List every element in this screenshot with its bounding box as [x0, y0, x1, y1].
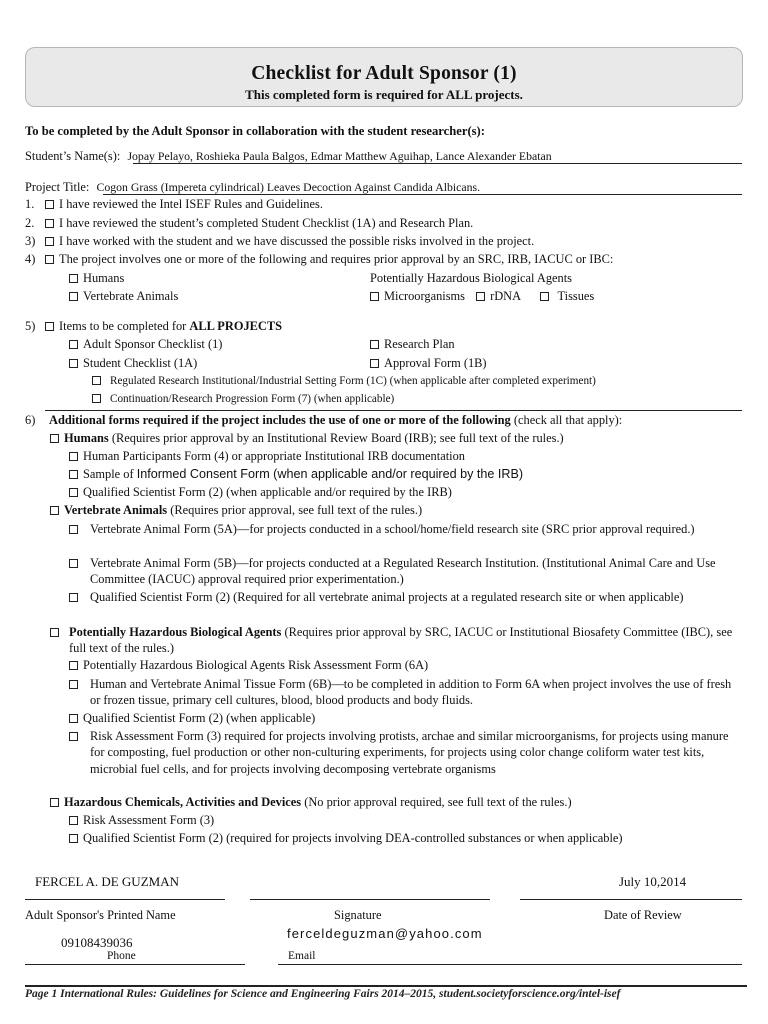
phba-form-2-label: Human and Vertebrate Animal Tissue Form (6B)—to be completed in addition to Form 6A when project involves the use of fresh or frozen tissue, primary cell cultures, blood, blood products and body fluids. — [90, 677, 732, 708]
email-value[interactable]: ferceldeguzman@yahoo.com — [287, 926, 483, 941]
phba-form-3-label: Qualified Scientist Form (2) (when applicable) — [83, 711, 316, 725]
research-plan-checkbox[interactable] — [370, 340, 379, 349]
tissues-checkbox[interactable] — [540, 292, 549, 301]
students-value[interactable]: Jopay Pelayo, Roshieka Paula Balgos, Edmar Matthew Aguihap, Lance Alexander Ebatan — [127, 149, 552, 163]
vertebrate-form-2-label: Vertebrate Animal Form (5B)—for projects conducted at a Regulated Research Institution. (Institutional Animal Care and Use Committee (IACUC) approval required prior experimentation.) — [90, 556, 716, 587]
section-divider — [45, 410, 742, 411]
human-form-2-pre: Sample of — [83, 467, 134, 481]
continuation-form-item — [92, 392, 394, 407]
phba-form-1 — [69, 658, 428, 673]
vertebrate-form-3-checkbox[interactable] — [69, 593, 78, 602]
section-6-heading — [25, 413, 622, 428]
item-4-humans — [69, 271, 124, 286]
hazardous-form-2-checkbox[interactable] — [69, 834, 78, 843]
item-4-phba-heading: Potentially Hazardous Biological Agents — [370, 271, 573, 285]
phba-form-1-label: Potentially Hazardous Biological Agents Risk Assessment Form (6A) — [83, 658, 429, 672]
form-title: Checklist for Adult Sponsor (1) — [251, 63, 517, 84]
item-1-text: I have reviewed the Intel ISEF Rules and Guidelines. — [59, 197, 323, 211]
students-underline — [133, 163, 742, 164]
hazardous-group — [50, 795, 572, 810]
humans-group — [50, 431, 564, 446]
humans-group-rest: (Requires prior approval by an Institutional Review Board (IRB); see full text of the rules.) — [111, 431, 564, 445]
rdna-label: rDNA — [490, 289, 521, 303]
humans-label: Humans — [83, 271, 125, 285]
item-1-checkbox[interactable] — [45, 200, 54, 209]
name-label: Adult Sponsor's Printed Name — [25, 908, 176, 922]
item-5-checkbox[interactable] — [45, 322, 54, 331]
human-form-1 — [69, 449, 465, 464]
hazardous-form-2-label: Qualified Scientist Form (2) (required for projects involving DEA-controlled substances or when applicable) — [83, 831, 623, 845]
hazardous-group-bold: Hazardous Chemicals, Activities and Devices — [64, 795, 302, 809]
hazardous-form-1-label: Risk Assessment Form (3) — [83, 813, 215, 827]
email-line — [278, 964, 742, 965]
hazardous-form-1-checkbox[interactable] — [69, 816, 78, 825]
item-5 — [25, 319, 282, 334]
date-line — [520, 899, 742, 900]
research-plan-label: Research Plan — [384, 337, 455, 351]
vertebrate-form-2-checkbox[interactable] — [69, 559, 78, 568]
hazardous-group-rest: (No prior approval required, see full text of the rules.) — [304, 795, 572, 809]
adult-checklist-checkbox[interactable] — [69, 340, 78, 349]
item-3-text: I have worked with the student and we have discussed the possible risks involved in the project. — [59, 234, 535, 248]
human-form-3 — [69, 485, 452, 500]
approval-form-checkbox[interactable] — [370, 359, 379, 368]
item-2-checkbox[interactable] — [45, 219, 54, 228]
vertebrate-checkbox[interactable] — [69, 292, 78, 301]
phba-form-4-label: Risk Assessment Form (3) required for projects involving protists, archae and similar microorganisms, for projects using manure for composting, fuel production or other non-culturing experiments, for projects using color change coliform water test kits, microbial fuel cells, and for projects involving decomposing vertebrate organisms — [90, 729, 729, 776]
item-5-text: Items to be completed for — [59, 319, 187, 333]
item-2-number: 2. — [25, 216, 35, 230]
phba-form-3 — [69, 711, 315, 726]
phba-form-3-checkbox[interactable] — [69, 714, 78, 723]
vertebrate-label: Vertebrate Animals — [83, 289, 179, 303]
vertebrate-form-1-label: Vertebrate Animal Form (5A)—for projects conducted in a school/home/field research site (SRC prior approval required.) — [90, 522, 695, 536]
section-6-bold: Additional forms required if the project includes the use of one or more of the following — [49, 413, 511, 427]
tissues-label: Tissues — [557, 289, 595, 303]
vertebrate-group-checkbox[interactable] — [50, 506, 59, 515]
item-2-text: I have reviewed the student’s completed Student Checklist (1A) and Research Plan. — [59, 216, 474, 230]
student-checklist-checkbox[interactable] — [69, 359, 78, 368]
phone-label: Phone — [107, 950, 136, 962]
hazardous-form-2 — [69, 831, 623, 846]
signature-line — [250, 899, 490, 900]
approval-form-label: Approval Form (1B) — [384, 356, 487, 370]
phba-group-checkbox[interactable] — [50, 628, 59, 637]
regulated-form-label: Regulated Research Institutional/Industrial Setting Form (1C) (when applicable after completed experiment) — [110, 375, 596, 387]
adult-checklist-item — [69, 337, 222, 352]
email-label: Email — [288, 950, 316, 962]
phone-value[interactable]: 09108439036 — [61, 935, 133, 950]
section-6-number: 6) — [25, 413, 36, 427]
continuation-form-label: Continuation/Research Progression Form (7) (when applicable) — [110, 393, 395, 405]
item-4-micro — [370, 289, 594, 304]
vertebrate-group-rest: (Requires prior approval, see full text of the rules.) — [170, 503, 423, 517]
human-form-1-checkbox[interactable] — [69, 452, 78, 461]
vertebrate-form-1-checkbox[interactable] — [69, 525, 78, 534]
date-label: Date of Review — [604, 908, 682, 922]
research-plan-item — [370, 337, 455, 352]
human-form-3-checkbox[interactable] — [69, 488, 78, 497]
adult-checklist-label: Adult Sponsor Checklist (1) — [83, 337, 223, 351]
phba-group-bold: Potentially Hazardous Biological Agents — [69, 625, 282, 639]
project-value[interactable]: Cogon Grass (Impereta cylindrical) Leaves Decoction Against Candida Albicans. — [96, 180, 481, 194]
humans-group-bold: Humans — [64, 431, 109, 445]
item-3-checkbox[interactable] — [45, 237, 54, 246]
human-form-1-label: Human Participants Form (4) or appropriate Institutional IRB documentation — [83, 449, 465, 463]
project-label: Project Title: — [25, 180, 90, 194]
rdna-checkbox[interactable] — [476, 292, 485, 301]
approval-form-item — [370, 356, 487, 371]
item-4-number: 4) — [25, 252, 36, 266]
continuation-form-checkbox[interactable] — [92, 394, 101, 403]
date-value[interactable]: July 10,2014 — [619, 874, 687, 889]
section-6-rest: (check all that apply): — [513, 413, 623, 427]
human-form-2-checkbox[interactable] — [69, 470, 78, 479]
intro-text: To be completed by the Adult Sponsor in collaboration with the student researcher(s): — [25, 124, 485, 138]
human-form-3-label: Qualified Scientist Form (2) (when applicable and/or required by the IRB) — [83, 485, 452, 499]
regulated-form-item — [92, 374, 596, 389]
microorganisms-label: Microorganisms — [384, 289, 465, 303]
student-checklist-label: Student Checklist (1A) — [83, 356, 198, 370]
humans-checkbox[interactable] — [69, 274, 78, 283]
footer-text: Page 1 International Rules: Guidelines for Science and Engineering Fairs 2014–2015, student.societyforscience.org/intel-isef — [25, 988, 621, 1000]
humans-group-checkbox[interactable] — [50, 434, 59, 443]
sponsor-name-value[interactable]: FERCEL A. DE GUZMAN — [35, 874, 179, 889]
microorganisms-checkbox[interactable] — [370, 292, 379, 301]
item-5-bold: ALL PROJECTS — [189, 319, 283, 333]
vertebrate-form-3-label: Qualified Scientist Form (2) (Required for all vertebrate animal projects at a regulated research site or when applicable) — [90, 590, 684, 604]
phba-group-rest: (Requires prior approval by SRC, IACUC or Institutional Biosafety Committee (IBC), see full text of the rules.) — [69, 625, 733, 656]
vertebrate-group-bold: Vertebrate Animals — [64, 503, 168, 517]
item-3 — [25, 234, 534, 249]
item-4-text: The project involves one or more of the following and requires prior approval by an SRC, IRB, IACUC or IBC: — [59, 252, 614, 266]
item-1-number: 1. — [25, 197, 35, 211]
phba-form-2-checkbox[interactable] — [69, 680, 78, 689]
project-underline — [103, 194, 742, 195]
student-checklist-item — [69, 356, 197, 371]
students-row — [25, 149, 552, 164]
vertebrate-group — [50, 503, 422, 518]
item-5-number: 5) — [25, 319, 36, 333]
human-form-2-rest: Informed Consent Form (when applicable and/or required by the IRB) — [136, 467, 524, 481]
human-form-2 — [69, 467, 523, 482]
regulated-form-checkbox[interactable] — [92, 376, 101, 385]
name-line — [25, 899, 225, 900]
item-3-number: 3) — [25, 234, 36, 248]
hazardous-group-checkbox[interactable] — [50, 798, 59, 807]
footer-rule — [25, 985, 747, 987]
phone-line — [25, 964, 245, 965]
students-label: Student’s Name(s): — [25, 149, 121, 163]
form-subtitle: This completed form is required for ALL projects. — [245, 87, 523, 102]
signature-label: Signature — [334, 908, 382, 922]
item-2 — [25, 216, 473, 231]
project-row — [25, 180, 480, 195]
phba-form-4-checkbox[interactable] — [69, 732, 78, 741]
hazardous-form-1 — [69, 813, 214, 828]
form-header — [25, 47, 743, 107]
phba-group — [69, 624, 742, 657]
item-4-vertebrate — [69, 289, 178, 304]
phba-form-1-checkbox[interactable] — [69, 661, 78, 670]
item-1 — [25, 197, 323, 212]
item-4 — [25, 252, 613, 267]
item-4-checkbox[interactable] — [45, 255, 54, 264]
